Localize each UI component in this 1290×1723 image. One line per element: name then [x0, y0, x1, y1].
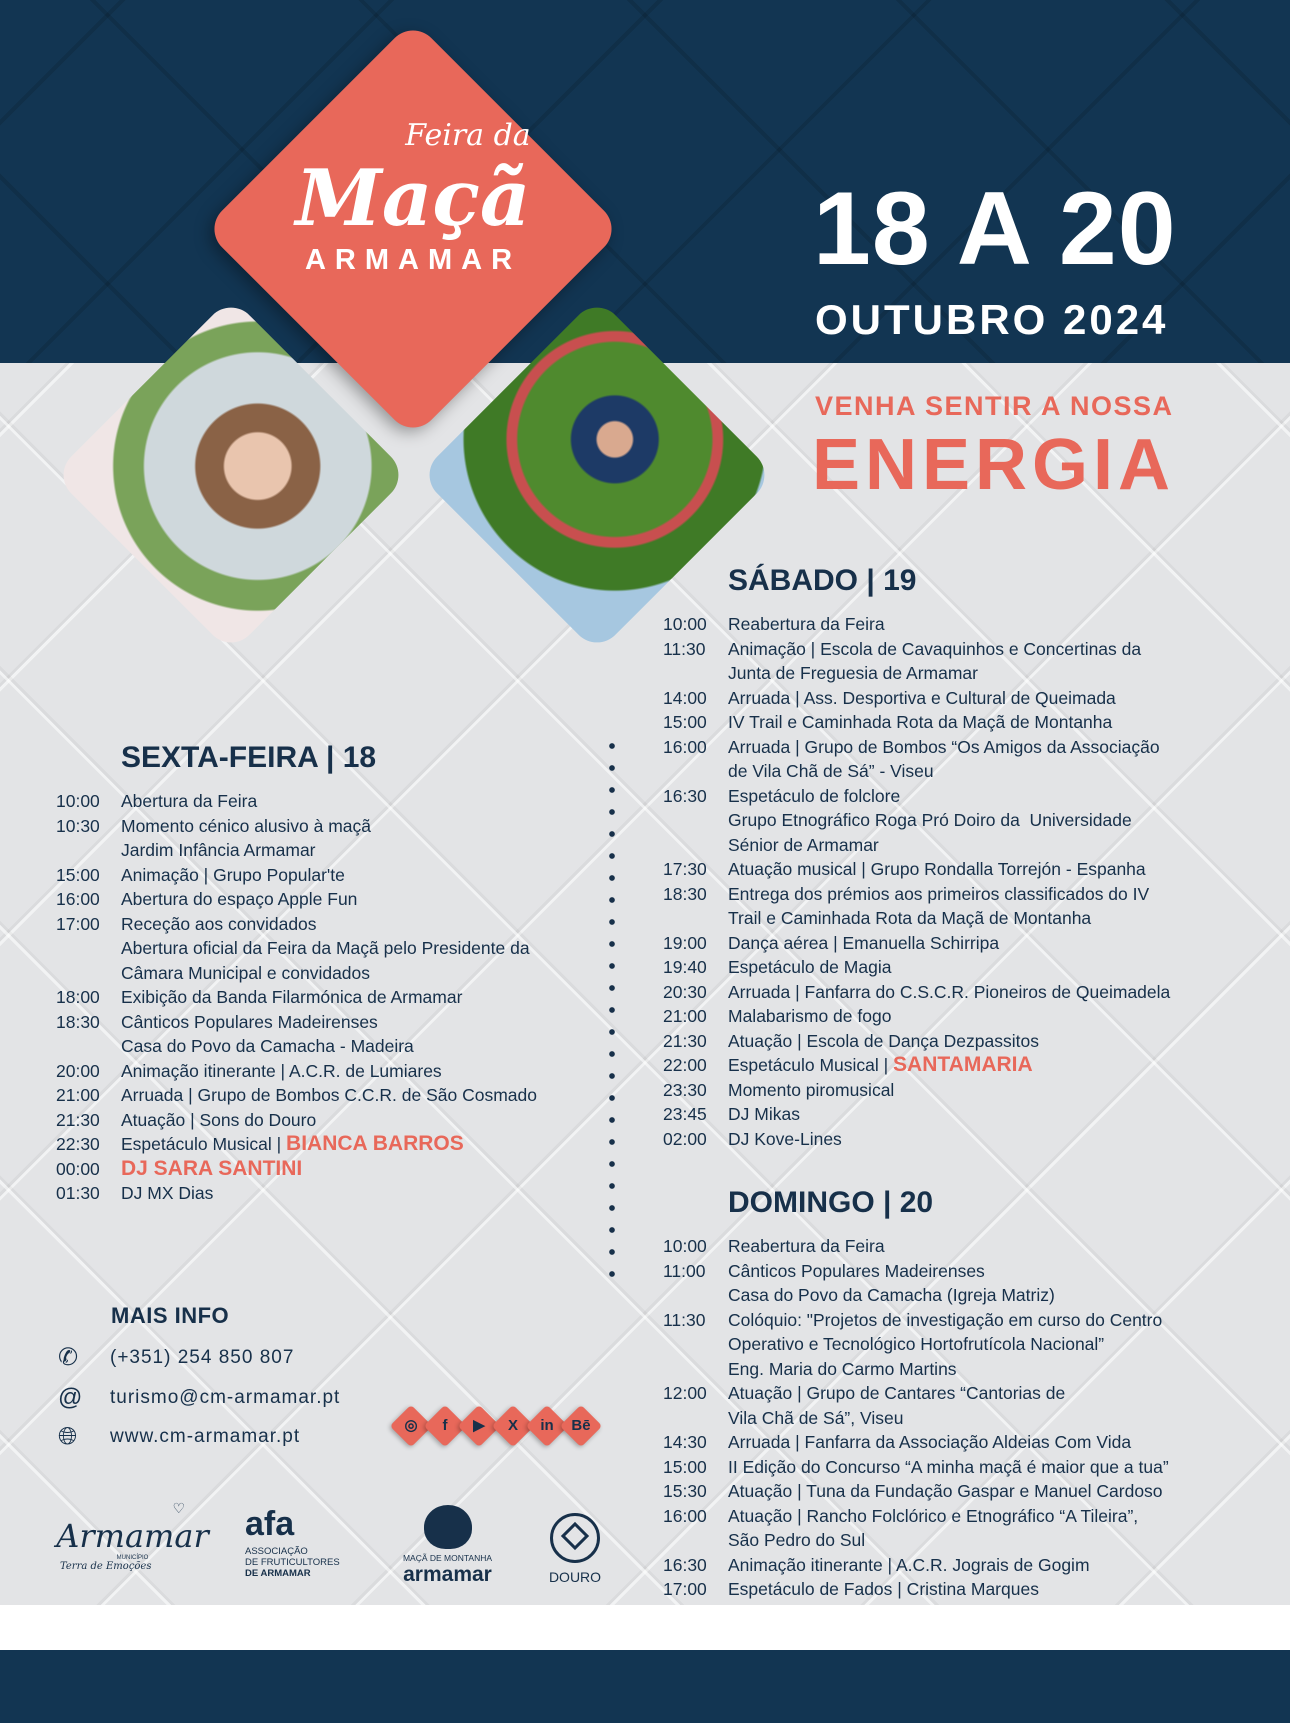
- youtube-icon[interactable]: [464, 1411, 494, 1441]
- email-row[interactable]: [58, 1384, 340, 1412]
- event-time: 20:00: [56, 1060, 100, 1081]
- schedule-row: [56, 1157, 537, 1182]
- event-time: 10:00: [663, 1236, 707, 1256]
- logo-maca-de-montanha: MAÇÃ DE MONTANHA armamar: [395, 1505, 500, 1587]
- schedule-row: [663, 1381, 1169, 1406]
- schedule-row: [663, 1283, 1169, 1308]
- event-description: Grupo Etnográfico Roga Pró Doiro da Universidade: [728, 810, 1132, 830]
- schedule-row: [56, 1059, 537, 1084]
- instagram-icon[interactable]: [396, 1411, 426, 1441]
- event-description: Reabertura da Feira: [728, 1236, 885, 1256]
- schedule-row: [663, 980, 1170, 1005]
- footer-band: [0, 1650, 1290, 1723]
- event-time: 15:00: [663, 712, 707, 732]
- headliner-name: SANTAMARIA: [893, 1053, 1033, 1076]
- schedule-row: [56, 789, 537, 814]
- dotted-divider: [609, 735, 615, 1285]
- event-time: 18:30: [56, 1011, 100, 1032]
- event-time: [663, 1332, 728, 1357]
- event-time: 15:00: [663, 1456, 707, 1477]
- phone-number[interactable]: (+351) 254 850 807: [110, 1346, 295, 1368]
- event-description: DJ Kove-Lines: [728, 1128, 842, 1149]
- schedule-row: [56, 985, 537, 1010]
- schedule-row: [663, 857, 1170, 882]
- logo-armamar-municipio: ♡ Armamar MUNICÍPIO Terra de Emoções: [50, 1500, 215, 1572]
- event-time: 21:00: [56, 1085, 100, 1105]
- schedule-row: [663, 833, 1170, 858]
- event-time: 00:00: [56, 1158, 100, 1179]
- event-time: 16:30: [663, 1554, 707, 1575]
- schedule-row: [56, 961, 537, 986]
- schedule-row: [663, 955, 1170, 980]
- event-description: DJ Mikas: [728, 1104, 800, 1124]
- schedule-row: [663, 637, 1170, 662]
- logo-line-feira: Feira da: [405, 118, 531, 153]
- schedule-row: [663, 1406, 1169, 1431]
- event-description: Espetáculo de Fados | Cristina Marques: [728, 1579, 1039, 1599]
- logo-afa: afa ASSOCIAÇÃO DE FRUTICULTORES DE ARMAMAR: [245, 1505, 340, 1579]
- linkedin-glyph: in: [540, 1417, 554, 1434]
- schedule-row: [663, 1259, 1169, 1284]
- schedule-row: [663, 1029, 1170, 1054]
- event-description: Câmara Municipal e convidados: [121, 962, 371, 983]
- event-description: Atuação | Rancho Folclórico e Etnográfico “A Tileira”,: [728, 1505, 1139, 1526]
- schedule-row: [663, 906, 1170, 931]
- event-time: 12:00: [663, 1383, 707, 1403]
- at-icon: @: [58, 1384, 84, 1411]
- schedule-row: [663, 882, 1170, 907]
- event-time: 01:30: [56, 1183, 100, 1203]
- event-description: Malabarismo de fogo: [728, 1006, 892, 1026]
- event-description: Arruada | Ass. Desportiva e Cultural de Queimada: [728, 687, 1116, 708]
- event-time: 22:00: [663, 1055, 707, 1075]
- event-time: 11:00: [663, 1260, 706, 1281]
- event-description: Operativo e Tecnológico Hortofrutícola Nacional”: [728, 1334, 1105, 1354]
- event-time: 21:00: [663, 1006, 707, 1026]
- event-time: [56, 936, 121, 961]
- event-time: 15:00: [56, 864, 100, 885]
- schedule-row: [56, 1181, 537, 1206]
- event-description: Animação | Escola de Cavaquinhos e Concertinas da: [728, 638, 1142, 659]
- schedule-row: [663, 1528, 1169, 1553]
- event-time: [663, 833, 728, 858]
- event-description: Abertura da Feira: [121, 791, 258, 811]
- globe-icon: 🌐︎: [58, 1423, 79, 1450]
- event-description: Junta de Freguesia de Armamar: [728, 663, 978, 683]
- schedule-row: [663, 1004, 1170, 1029]
- schedule-row: [663, 1332, 1169, 1357]
- event-description: Atuação musical | Grupo Rondalla Torrejón - Espanha: [728, 859, 1146, 879]
- event-time: 11:30: [663, 1309, 706, 1330]
- schedule-row: [663, 686, 1170, 711]
- event-time: 23:45: [663, 1104, 707, 1124]
- instagram-glyph: ◎: [404, 1417, 418, 1434]
- event-time: 17:00: [663, 1579, 707, 1599]
- schedule-row: [663, 1308, 1169, 1333]
- more-info-title: MAIS INFO: [111, 1303, 230, 1328]
- schedule-row: [663, 1553, 1169, 1578]
- event-time: [56, 838, 121, 863]
- event-description: Trail e Caminhada Rota da Maçã de Montanha: [728, 908, 1092, 928]
- event-description: Animação itinerante | A.C.R. de Lumiares: [121, 1060, 442, 1081]
- schedule-row: [663, 1078, 1170, 1103]
- schedule-row: [56, 1083, 537, 1108]
- event-description: Arruada | Fanfarra do C.S.C.R. Pioneiros de Queimadela: [728, 981, 1171, 1002]
- event-time: 22:30: [56, 1134, 100, 1154]
- schedule-row: [663, 1577, 1169, 1602]
- event-description: Animação | Grupo Popular'te: [121, 864, 345, 885]
- event-description: Abertura oficial da Feira da Maçã pelo Presidente da: [121, 938, 530, 958]
- event-time: [663, 906, 728, 931]
- schedule-row: [56, 912, 537, 937]
- schedule-row: [663, 1234, 1169, 1259]
- schedule-row: [663, 1455, 1169, 1480]
- schedule-row: [663, 1479, 1169, 1504]
- behance-icon[interactable]: [566, 1411, 596, 1441]
- logo-line-maca: Maçã: [295, 153, 531, 244]
- event-time: 19:40: [663, 957, 707, 977]
- event-time: 18:00: [56, 987, 100, 1007]
- world-heritage-icon: [550, 1513, 600, 1563]
- event-description: IV Trail e Caminhada Rota da Maçã de Montanha: [728, 712, 1113, 732]
- event-description: São Pedro do Sul: [728, 1530, 866, 1550]
- event-time: 18:30: [663, 883, 707, 904]
- event-description: DJ MX Dias: [121, 1183, 214, 1203]
- event-time: [663, 1283, 728, 1308]
- schedule-row: [663, 612, 1170, 637]
- schedule-row: [56, 814, 537, 839]
- event-description: II Edição do Concurso “A minha maçã é maior que a tua”: [728, 1456, 1169, 1477]
- event-description: Momento piromusical: [728, 1079, 895, 1100]
- event-time: [663, 1406, 728, 1431]
- month-year: OUTUBRO 2024: [815, 296, 1169, 343]
- event-description: Exibição da Banda Filarmónica de Armamar: [121, 987, 463, 1007]
- event-time: 15:30: [663, 1481, 707, 1501]
- schedule-row: [56, 936, 537, 961]
- schedule-row: [56, 1108, 537, 1133]
- event-description: Espetáculo de Magia: [728, 957, 892, 977]
- event-description: Sénior de Armamar: [728, 834, 879, 855]
- event-time: 19:00: [663, 932, 707, 953]
- website-row[interactable]: [58, 1423, 300, 1451]
- event-description: Colóquio: "Projetos de investigação em curso do Centro: [728, 1309, 1163, 1330]
- schedule-saturday: [663, 563, 1170, 1151]
- event-time: [663, 759, 728, 784]
- event-time: 16:00: [663, 736, 707, 757]
- event-time: 10:00: [663, 614, 707, 634]
- phone-row[interactable]: [58, 1343, 294, 1372]
- event-description: de Vila Chã de Sá” - Viseu: [728, 761, 934, 781]
- schedule-row: [663, 1102, 1170, 1127]
- schedule-sunday: [663, 1185, 1169, 1602]
- event-description: Receção aos convidados: [121, 913, 317, 934]
- event-description: Cânticos Populares Madeirenses: [121, 1011, 378, 1032]
- event-description: Eng. Maria do Carmo Martins: [728, 1358, 957, 1379]
- day-title: DOMINGO | 20: [728, 1186, 934, 1219]
- event-time: [56, 1034, 121, 1059]
- slogan-line-1: VENHA SENTIR A NOSSA: [815, 391, 1174, 421]
- event-time: 16:00: [56, 889, 100, 909]
- event-time: [663, 808, 728, 833]
- event-time: 21:30: [56, 1109, 100, 1130]
- event-time: 02:00: [663, 1128, 707, 1149]
- schedule-row: [56, 887, 537, 912]
- linkedin-icon[interactable]: [532, 1411, 562, 1441]
- schedule-row: [56, 1132, 537, 1157]
- schedule-row: [663, 784, 1170, 809]
- event-description: Espetáculo de folclore: [728, 785, 901, 806]
- event-description: Arruada | Grupo de Bombos C.C.R. de São Cosmado: [121, 1085, 538, 1105]
- event-description: Jardim Infância Armamar: [121, 840, 316, 860]
- event-description: Arruada | Grupo de Bombos “Os Amigos da Associação: [728, 736, 1160, 757]
- event-description: Reabertura da Feira: [728, 614, 885, 634]
- schedule-row: [663, 759, 1170, 784]
- event-time: 14:30: [663, 1432, 707, 1452]
- event-time: 21:30: [663, 1030, 707, 1051]
- event-description: Espetáculo Musical |: [728, 1055, 894, 1075]
- schedule-row: [663, 1127, 1170, 1152]
- event-description: Atuação | Escola de Dança Dezpassitos: [728, 1030, 1039, 1051]
- website-link[interactable]: www.cm-armamar.pt: [110, 1426, 301, 1447]
- event-description: Atuação | Sons do Douro: [121, 1109, 317, 1130]
- youtube-glyph: ▶: [473, 1417, 485, 1434]
- day-title: SEXTA-FEIRA | 18: [121, 741, 377, 774]
- event-description: Arruada | Fanfarra da Associação Aldeias Com Vida: [728, 1432, 1132, 1452]
- event-logo: [213, 118, 613, 277]
- behance-glyph: Bē: [571, 1417, 591, 1434]
- event-description: Casa do Povo da Camacha (Igreja Matriz): [728, 1285, 1055, 1305]
- event-time: 17:00: [56, 913, 100, 934]
- email-address[interactable]: turismo@cm-armamar.pt: [110, 1387, 341, 1408]
- event-description: Casa do Povo da Camacha - Madeira: [121, 1036, 414, 1056]
- event-description: Abertura do espaço Apple Fun: [121, 889, 358, 909]
- schedule-row: [56, 838, 537, 863]
- schedule-row: [663, 710, 1170, 735]
- schedule-row: [663, 1053, 1170, 1078]
- logo-douro-unesco: DOURO: [545, 1513, 605, 1585]
- event-description: Entrega dos prémios aos primeiros classificados do IV: [728, 883, 1150, 904]
- event-time: [663, 1528, 728, 1553]
- event-time: 20:30: [663, 981, 707, 1002]
- event-description: Atuação | Grupo de Cantares “Cantorias de: [728, 1383, 1066, 1403]
- x-icon[interactable]: [498, 1411, 528, 1441]
- event-time: 10:00: [56, 791, 100, 811]
- date-range: 18 A 20: [813, 171, 1177, 287]
- schedule-row: [56, 1034, 537, 1059]
- schedule-row: [663, 735, 1170, 760]
- slogan-line-2: ENERGIA: [812, 425, 1176, 505]
- event-time: 16:30: [663, 785, 707, 806]
- apple-heart-icon: [424, 1505, 472, 1549]
- schedule-row: [663, 931, 1170, 956]
- schedule-row: [56, 1010, 537, 1035]
- event-description: Momento cénico alusivo à maçã: [121, 815, 371, 836]
- schedule-row: [663, 1357, 1169, 1382]
- event-time: [663, 661, 728, 686]
- event-time: [663, 1357, 728, 1382]
- headliner-name: DJ SARA SANTINI: [121, 1156, 303, 1180]
- schedule-row: [663, 808, 1170, 833]
- schedule-row: [663, 661, 1170, 686]
- event-time: [56, 961, 121, 986]
- event-description: Espetáculo Musical |: [121, 1134, 287, 1154]
- event-description: Vila Chã de Sá”, Viseu: [728, 1407, 904, 1428]
- schedule-row: [663, 1504, 1169, 1529]
- event-description: Cânticos Populares Madeirenses: [728, 1260, 985, 1281]
- schedule-friday: [56, 740, 537, 1206]
- phone-icon: ✆: [58, 1344, 80, 1371]
- schedule-row: [663, 1430, 1169, 1455]
- headliner-name: BIANCA BARROS: [286, 1132, 464, 1155]
- logo-line-armamar: ARMAMAR: [304, 244, 522, 276]
- event-time: 14:00: [663, 687, 707, 708]
- event-description: Dança aérea | Emanuella Schirripa: [728, 932, 1000, 953]
- facebook-glyph: f: [442, 1417, 448, 1434]
- event-description: Animação itinerante | A.C.R. Jograis de Gogim: [728, 1554, 1090, 1575]
- heart-icon: ♡: [172, 1500, 185, 1516]
- event-time: 11:30: [663, 638, 706, 659]
- event-time: 16:00: [663, 1505, 707, 1526]
- event-time: 10:30: [56, 815, 100, 836]
- event-time: 23:30: [663, 1079, 707, 1100]
- day-title: SÁBADO | 19: [728, 564, 917, 597]
- event-description: Atuação | Tuna da Fundação Gaspar e Manuel Cardoso: [728, 1481, 1163, 1501]
- x-glyph: X: [507, 1417, 518, 1434]
- event-time: 17:30: [663, 859, 707, 879]
- schedule-row: [56, 863, 537, 888]
- facebook-icon[interactable]: [430, 1411, 460, 1441]
